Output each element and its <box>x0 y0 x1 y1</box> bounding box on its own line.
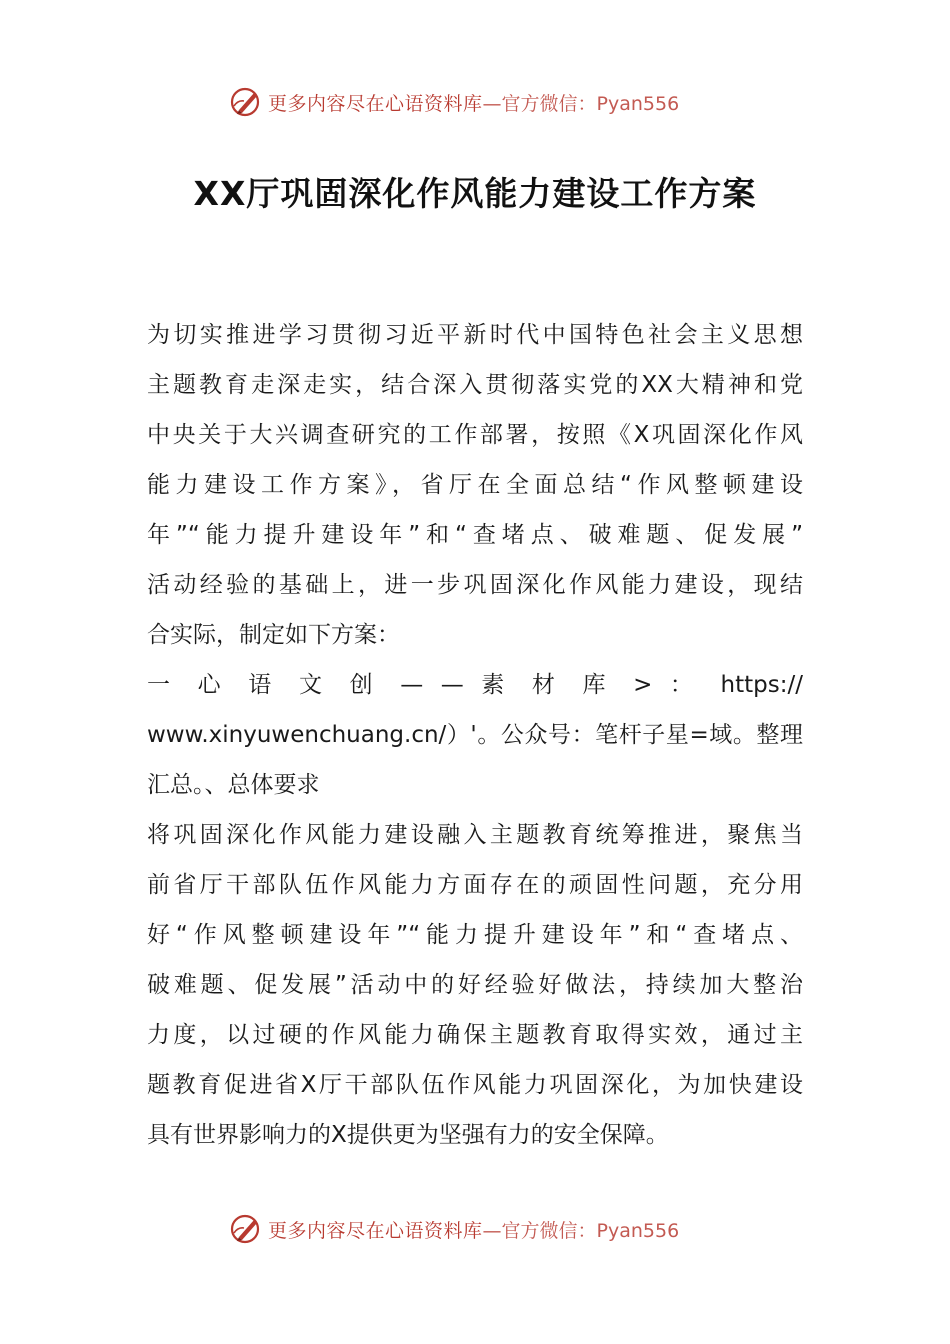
pen-logo-icon <box>228 1211 264 1247</box>
pen-logo-icon <box>228 84 264 120</box>
document-body <box>147 310 803 1160</box>
paragraph-line: 中央关于大兴调查研究的工作部署，按照《X巩固深化作风 <box>147 422 803 448</box>
document-title: XX厅巩固深化作风能力建设工作方案 <box>193 174 757 213</box>
paragraph-line: 合实际，制定如下方案： <box>147 622 400 648</box>
header-watermark-banner <box>228 82 679 122</box>
banner-brand-text: 更多内容尽在心语资料库 <box>268 1219 483 1242</box>
paragraph-line: 将巩固深化作风能力建设融入主题教育统筹推进，聚焦当 <box>147 822 803 848</box>
banner-contact-text: —官方微信：Pyan556 <box>482 1219 680 1242</box>
paragraph-line: 题教育促进省X厅干部队伍作风能力巩固深化，为加快建设 <box>147 1072 803 1098</box>
paragraph-line: 破难题、促发展”活动中的好经验好做法，持续加大整治 <box>147 972 803 998</box>
paragraph-line: 前省厅干部队伍作风能力方面存在的顽固性问题，充分用 <box>147 872 803 898</box>
paragraph-line: 力度，以过硬的作风能力确保主题教育取得实效，通过主 <box>147 1022 803 1048</box>
paragraph-line: 活动经验的基础上，进一步巩固深化作风能力建设，现结 <box>147 572 803 598</box>
paragraph-line: 为切实推进学习贯彻习近平新时代中国特色社会主义思想 <box>147 322 803 348</box>
banner-brand-text: 更多内容尽在心语资料库 <box>268 92 483 115</box>
paragraph-line: 具有世界影响力的X提供更为坚强有力的安全保障。 <box>147 1122 669 1148</box>
banner-contact-text: —官方微信：Pyan556 <box>482 92 680 115</box>
footer-watermark-banner <box>228 1209 679 1249</box>
paragraph-line: 好“作风整顿建设年”“能力提升建设年”和“查堵点、 <box>147 922 803 948</box>
section-heading-line: 汇总。、总体要求 <box>147 772 320 798</box>
paragraph-line: 主题教育走深走实，结合深入贯彻落实党的XX大精神和党 <box>147 372 803 398</box>
paragraph-line: 一 心 语 文 创 — — 素 材 库 > ： https:// <box>147 672 803 698</box>
paragraph-line: www.xinyuwenchuang.cn/）'。公众号：笔杆子星=域。整理 <box>147 722 803 748</box>
paragraph-line: 年”“能力提升建设年”和“查堵点、破难题、促发展” <box>147 522 803 548</box>
paragraph-line: 能力建设工作方案》，省厅在全面总结“作风整顿建设 <box>147 472 803 498</box>
